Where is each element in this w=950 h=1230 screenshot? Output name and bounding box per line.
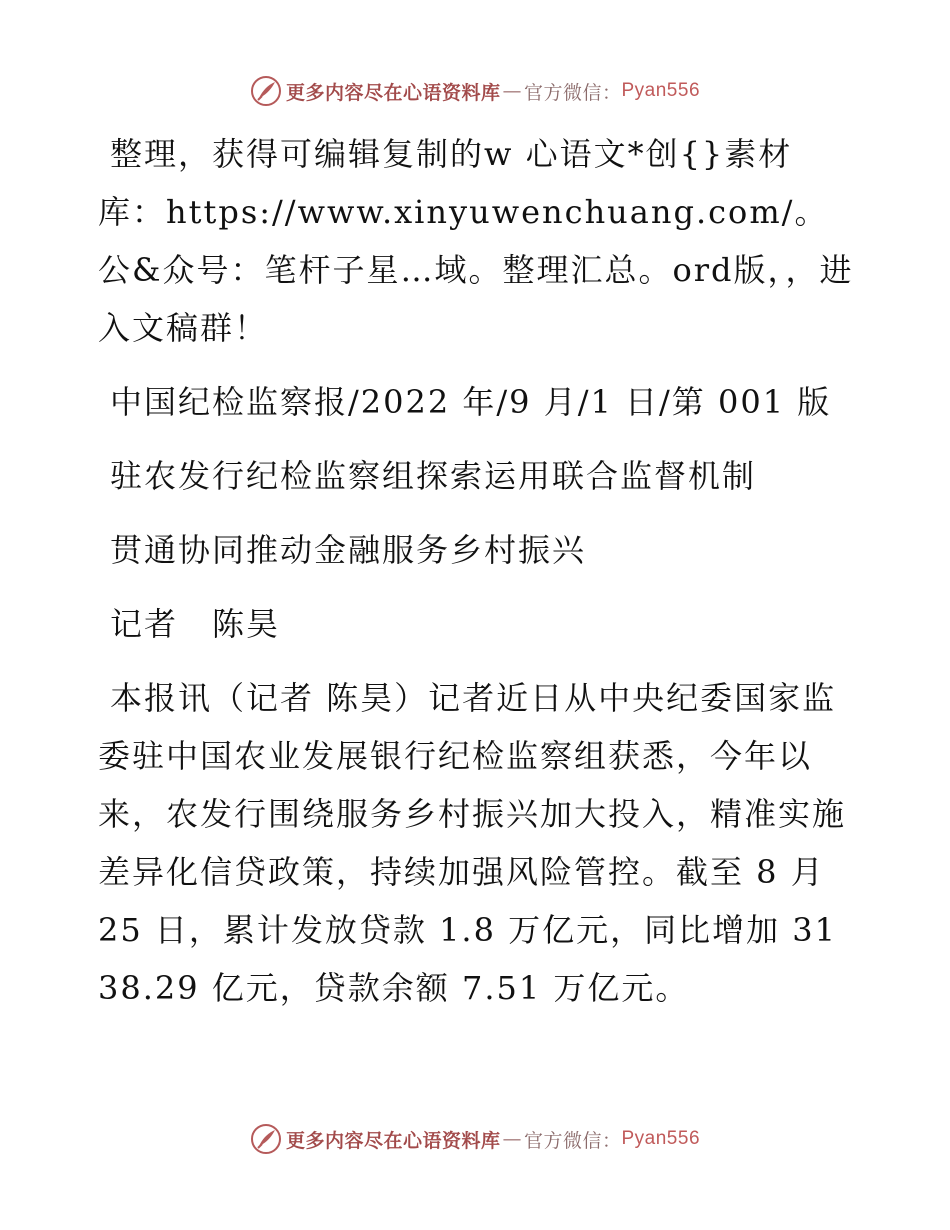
- watermark-wechat-label: 官方微信：: [523, 81, 622, 104]
- watermark-separator: —: [502, 1128, 522, 1150]
- watermark-wechat-label: 官方微信：: [523, 1129, 622, 1152]
- body-paragraph: 本报讯（记者 陈昊）记者近日从中央纪委国家监委驻中国农业发展银行纪检监察组获悉，今年以来，农发行围绕服务乡村振兴加大投入，精准实施差异化信贷政策，持续加强风险管控。截至 8 月 25 日，累计发放贷款 1.8 万亿元，同比增加 3138.29 亿元，贷款余额 7.51 万亿元。: [98, 679, 847, 1007]
- intro-paragraph: 整理，获得可编辑复制的w 心语文*创{}素材库：https://www.xinyuwenchuang.com/。公&众号：笔杆子星…域。整理汇总。ord版，，进入文稿群！: [98, 135, 854, 347]
- watermark-wechat-id: Pyan556: [621, 80, 701, 101]
- quill-pen-icon: [250, 1123, 282, 1155]
- watermark-brand: 更多内容尽在心语资料库: [285, 1129, 501, 1152]
- watermark-brand: 更多内容尽在心语资料库: [285, 81, 501, 104]
- byline: 记者 陈昊: [110, 605, 281, 643]
- headline: 驻农发行纪检监察组探索运用联合监督机制: [110, 457, 757, 495]
- subheadline: 贯通协同推动金融服务乡村振兴: [110, 531, 587, 569]
- watermark-wechat-id: Pyan556: [621, 1128, 701, 1149]
- document-body: [98, 125, 858, 1017]
- source-line: 中国纪检监察报/2022 年/9 月/1 日/第 001 版: [110, 383, 832, 421]
- watermark-separator: —: [502, 80, 522, 102]
- footer-watermark: [0, 1122, 950, 1156]
- header-watermark: [0, 74, 950, 108]
- quill-pen-icon: [250, 75, 282, 107]
